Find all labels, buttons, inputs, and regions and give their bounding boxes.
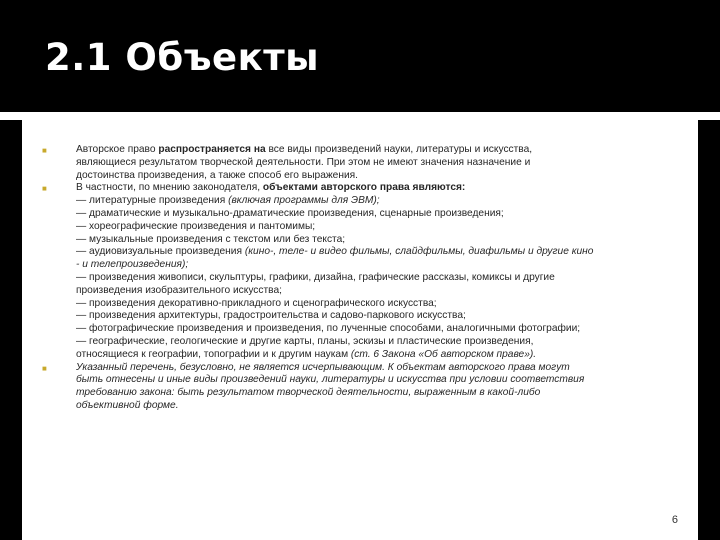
bold-fragment: объектами авторского права являются: [262,182,466,194]
text-line [76,349,682,362]
bullet-item [42,182,682,361]
bullet-item [42,362,682,413]
text-line: — драматические и музыкально-драматические произведения, сценарные произведения; [76,207,504,219]
italic-fragment: (кино-, теле- и видео фильмы, слайдфильмы, диафильмы и другие кино [244,246,594,258]
text-line: — произведения архитектуры, градостроительства и садово-паркового искусства; [76,310,466,322]
text-line: произведения изобразительного искусства; [76,284,282,296]
text-line: объективной форме. [76,399,179,411]
text-line: — музыкальные произведения с текстом или без текста; [76,233,346,245]
text-line: требованию закона: быть результатом творческой деятельности, выраженным в какой-либо [76,387,541,399]
text-line: достоинства произведения, а также способ его выражения. [76,169,359,181]
content-panel [22,120,698,540]
text-line: — произведения декоративно-прикладного и сценографического искусства; [76,297,437,309]
text-line [76,195,682,208]
text-line: Указанный перечень, безусловно, не является исчерпывающим. К объектам авторского права могут [76,361,570,373]
text-line [76,144,682,157]
page-number: 6 [671,514,678,526]
text-fragment: все виды произведений науки, литературы и искусства, [265,144,533,155]
text-line: — произведения живописи, скульптуры, графики, дизайна, графические рассказы, комиксы и другие [76,271,555,283]
divider [0,112,720,120]
italic-fragment: (включая программы для ЭВМ); [228,195,380,207]
square-bullet-icon: ■ [42,146,47,155]
text-line: являющиеся результатом творческой деятельности. При этом не имеют значения назначение и [76,156,531,168]
text-line [76,182,682,195]
text-line [76,246,682,259]
slide-title: 2.1 Объекты [45,36,320,79]
text-fragment: В частности, по мнению законодателя, [76,182,263,194]
text-line: - и телепроизведения); [76,259,189,271]
bullet-list [42,144,682,413]
bullet-item [42,144,682,182]
text-line: — географические, геологические и другие карты, планы, эскизы и пластические произведения, [76,335,534,347]
text-fragment: — аудиовизуальные произведения [76,246,245,258]
bold-fragment: распространяется на [158,144,266,155]
square-bullet-icon: ■ [42,184,47,194]
text-line: быть отнесены и иные виды произведений науки, литературы и искусства при условии соответствия [76,374,585,386]
title-band [0,0,720,112]
square-bullet-icon: ■ [42,363,47,373]
text-line: — фотографические произведения и произведения, по лученные способами, аналогичными фотографии; [76,323,581,335]
text-fragment: Авторское право [76,144,159,155]
italic-fragment: (ст. 6 Закона «Об авторском праве»). [350,348,537,360]
text-fragment: относящиеся к географии, топографии и к другим наукам [76,348,351,360]
text-line: — хореографические произведения и пантомимы; [76,220,316,232]
text-fragment: — литературные произведения [76,195,229,207]
